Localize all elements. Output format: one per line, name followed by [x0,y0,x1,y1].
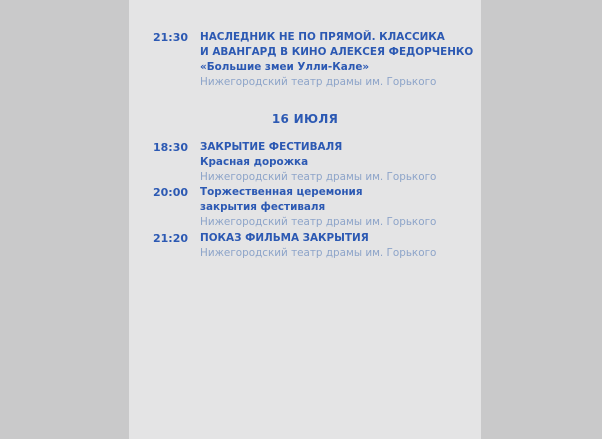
event-time: 21:30 [153,31,189,44]
event-time: 18:30 [153,141,189,154]
event-title-line: закрытия фестиваля [200,201,326,213]
event-title-line: И АВАНГАРД В КИНО АЛЕКСЕЯ ФЕДОРЧЕНКО [200,46,474,58]
event-venue: Нижегородский театр драмы им. Горького [200,247,437,259]
program-page [129,0,481,439]
event-details [200,185,480,230]
event-details [200,231,480,261]
event-title-line: Красная дорожка [200,156,309,168]
event-details [200,140,480,185]
event-details [200,30,480,90]
event-title-line: НАСЛЕДНИК НЕ ПО ПРЯМОЙ. КЛАССИКА [200,31,445,43]
day-heading: 16 ИЮЛЯ [271,112,339,126]
event-venue: Нижегородский театр драмы им. Горького [200,76,437,88]
event-title-line: ЗАКРЫТИЕ ФЕСТИВАЛЯ [200,141,343,153]
event-time: 21:20 [153,232,189,245]
event-title-line: ПОКАЗ ФИЛЬМА ЗАКРЫТИЯ [200,232,369,244]
event-title-line: «Большие змеи Улли-Кале» [200,61,370,73]
event-venue: Нижегородский театр драмы им. Горького [200,216,437,228]
event-venue: Нижегородский театр драмы им. Горького [200,171,437,183]
event-time: 20:00 [153,186,189,199]
event-title-line: Торжественная церемония [200,186,363,198]
